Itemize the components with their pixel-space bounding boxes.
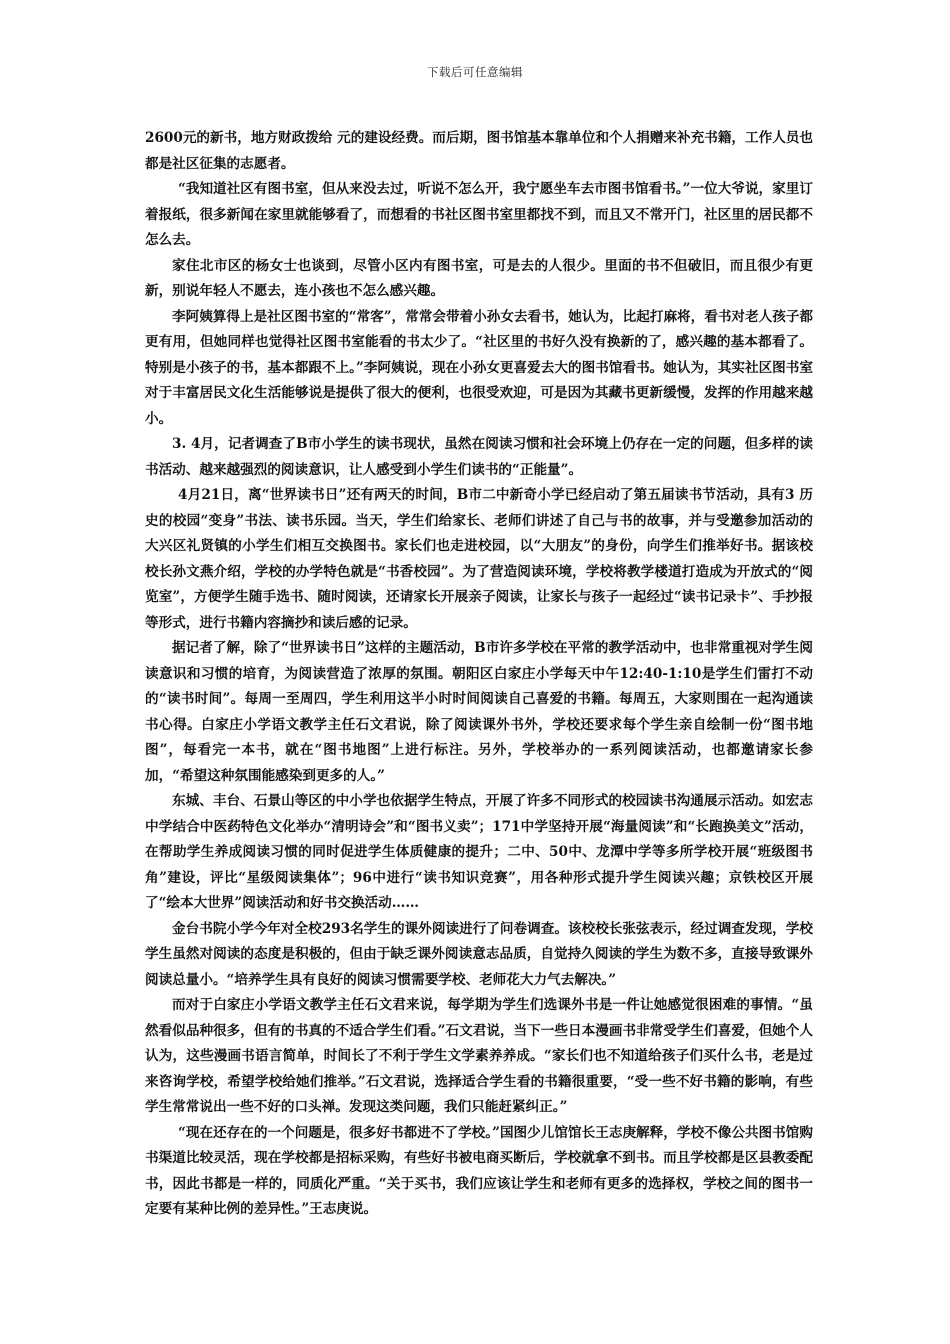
paragraph-uncle-quote: “我知道社区有图书室，但从来没去过，听说不怎么开，我宁愿坐车去市图书馆看书。”一位大爷说，家里订着报纸，很多新闻在家里就能够看了，而想看的书社区图书室里都找不到，而且又不常开门，社区里的居民都不怎么去。	[145, 181, 813, 248]
paragraph-aunt-li: 李阿姨算得上是社区图书室的“常客”，常常会带着小孙女去看书，她认为，比起打麻将，看书对老人孩子都更有用，但她同样也觉得社区图书室能看的书太少了。“社区里的书好久没有换新的了，感兴趣的基本都看了。特别是小孩子的书，基本都跟不上。”李阿姨说，现在小孙女更喜爱去大的图书馆看书。她认为，其实社区图书室对于丰富居民文化生活能够说是提供了很大的便利，也很受欢迎，可是因为其藏书更新缓慢，发挥的作用越来越小。	[145, 308, 813, 427]
paragraph-book-selection: 而对于白家庄小学语文教学主任石文君来说，每学期为学生们选课外书是一件让她感觉很困难的事情。“虽然看似品种很多，但有的书真的不适合学生们看。”石文君说，当下一些日本漫画书非常受学生们喜爱，但她个人认为，这些漫画书语言简单，时间长了不利于学生文学素养养成。“家长们也不知道给孩子们买什么书，老是过来咨询学校，希望学校给她们推举。”石文君说，选择适合学生看的书籍很重要，“受一些不好书籍的影响，有些学生常常说出一些不好的口头禅。发现这类问题，我们只能赶紧纠正。”	[145, 997, 813, 1115]
paragraph-ms-yang: 家住北市区的杨女士也谈到，尽管小区内有图书室，可是去的人很少。里面的书不但破旧，而且很少有更新，别说年轻人不愿去，连小孩也不怎么感兴趣。	[145, 257, 813, 299]
paragraph-section-3: 3. 4月，记者调查了B市小学生的读书现状，虽然在阅读习惯和社会环境上仍存在一定的问题，但多样的读书活动、越来越强烈的阅读意识，让人感受到小学生们读书的“正能量”。	[145, 436, 813, 478]
paragraph-survey: 金台书院小学今年对全校293名学生的课外阅读进行了问卷调查。该校校长张弦表示，经过调查发现，学校学生虽然对阅读的态度是积极的，但由于缺乏课外阅读意志品质，自觉持久阅读的学生为数不多，直接导致课外阅读总量小。“培养学生具有良好的阅读习惯需要学校、老师花大力气去解决。”	[145, 920, 813, 988]
paragraph-funding: 2600元的新书，地方财政拨给 元的建设经费。而后期，图书馆基本靠单位和个人捐赠来补充书籍，工作人员也都是社区征集的志愿者。	[145, 130, 813, 172]
page-header: 下载后可任意编辑	[427, 65, 523, 79]
paragraph-reading-time: 据记者了解，除了“世界读书日”这样的主题活动，B市许多学校在平常的教学活动中，也非常重视对学生阅读意识和习惯的培育，为阅读营造了浓厚的氛围。朝阳区白家庄小学每天中午12:40-1:10是学生们雷打不动的“读书时间”。每周一至周四，学生利用这半小时时间阅读自己喜爱的书籍。每周五，大家则围在一起沟通读书心得。白家庄小学语文教学主任石文君说，除了阅读课外书外，学校还要求每个学生亲自绘制一份“图书地图”，每看完一本书，就在“图书地图”上进行标注。另外，学校举办的一系列阅读活动，也都邀请家长参加，“希望这种氛围能感染到更多的人。”	[145, 640, 813, 784]
paragraph-district-activities: 东城、丰台、石景山等区的中小学也依据学生特点，开展了许多不同形式的校园读书沟通展示活动。如宏志中学结合中医药特色文化举办“清明诗会”和“图书义卖”；171中学坚持开展“海量阅读”和“长跑换美文”活动，在帮助学生养成阅读习惯的同时促进学生体质健康的提升；二中、50中、龙潭中学等多所学校开展“班级图书角”建设，评比“星级阅读集体”；96中进行“读书知识竞赛”，用各种形式提升学生阅读兴趣；京铁校区开展了“绘本大世界”阅读活动和好书交换活动……	[145, 793, 813, 911]
paragraph-procurement: “现在还存在的一个问题是，很多好书都进不了学校。”国图少儿馆馆长王志庚解释，学校不像公共图书馆购书渠道比较灵活，现在学校都是招标采购，有些好书被电商买断后，学校就拿不到书。而且学校都是区县教委配书，因此书都是一样的，同质化严重。“关于买书，我们应该让学生和老师有更多的选择权，学校之间的图书一定要有某种比例的差异性。”王志庚说。	[145, 1124, 813, 1217]
article-body	[145, 126, 813, 1223]
paragraph-world-book-day: 4月21日，离“世界读书日”还有两天的时间，B市二中新奇小学已经启动了第五届读书节活动，具有3 历史的校园“变身”书法、读书乐园。当天，学生们给家长、老师们讲述了自己与书的故事，并与受邀参加活动的大兴区礼贤镇的小学生们相互交换图书。家长们也走进校园，以“大朋友”的身份，向学生们推举好书。据该校校长孙文燕介绍，学校的办学特色就是“书香校园”。为了营造阅读环境，学校将教学楼道打造成为开放式的“阅览室”，方便学生随手选书、随时阅读，还请家长开展亲子阅读，让家长与孩子一起经过“读书记录卡”、手抄报等形式，进行书籍内容摘抄和读后感的记录。	[145, 487, 813, 631]
